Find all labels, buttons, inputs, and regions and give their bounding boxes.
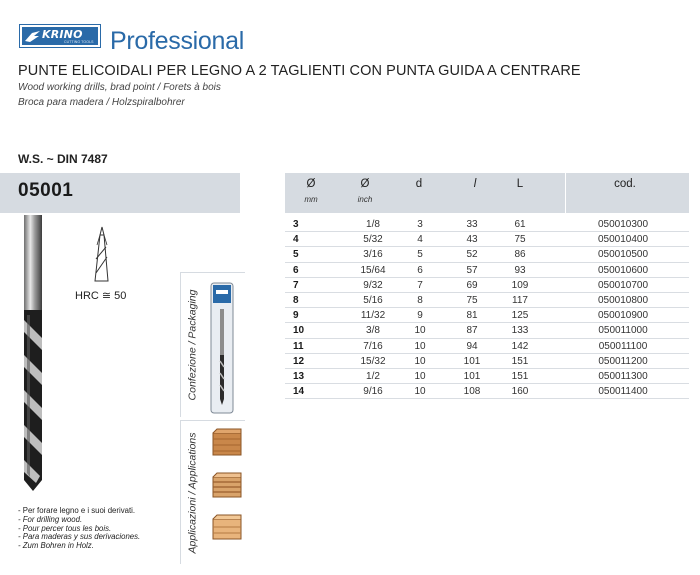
cell-l: 75 bbox=[466, 294, 478, 306]
cell-cod: 050010600 bbox=[597, 264, 649, 276]
cell-d: 3 bbox=[417, 219, 423, 230]
cell-l: 33 bbox=[466, 219, 478, 230]
logo-text: KRINO bbox=[42, 28, 83, 41]
table-row bbox=[285, 369, 689, 384]
cell-cod: 050010500 bbox=[597, 249, 649, 261]
cell-mm: 13 bbox=[293, 370, 305, 382]
plywood-icon bbox=[211, 469, 243, 501]
cell-cod: 050011400 bbox=[598, 386, 648, 398]
logo-subtext: CUTTING TOOLS bbox=[64, 40, 94, 44]
table-row bbox=[285, 247, 689, 262]
cell-cod: 050010800 bbox=[597, 294, 649, 306]
cell-inch: 7/16 bbox=[363, 340, 383, 352]
cell-l: 52 bbox=[466, 249, 478, 261]
cell-d: 7 bbox=[417, 279, 423, 291]
cell-d: 10 bbox=[414, 340, 426, 352]
note-line: - Para maderas y sus derivaciones. bbox=[18, 532, 141, 542]
table-row bbox=[285, 232, 689, 247]
page-subtitle-2: Broca para madera / Holzspiralbohrer bbox=[18, 97, 185, 108]
hrc-hardness-label: HRC ≅ 50 bbox=[75, 290, 127, 302]
packaging-label: Confezione / Packaging bbox=[186, 289, 198, 401]
krino-logo bbox=[19, 24, 101, 48]
cell-d: 8 bbox=[417, 294, 423, 306]
table-row bbox=[285, 308, 689, 323]
cell-inch: 5/16 bbox=[363, 294, 383, 306]
cell-mm: 10 bbox=[293, 325, 305, 337]
standard-label: W.S. ~ DIN 7487 bbox=[18, 152, 108, 166]
cell-inch: 11/32 bbox=[360, 310, 386, 322]
table-row bbox=[285, 278, 689, 293]
brad-point-detail bbox=[95, 227, 108, 281]
cell-L: 160 bbox=[511, 386, 529, 398]
cell-L: 151 bbox=[511, 370, 529, 382]
wood-block-icon bbox=[211, 427, 243, 459]
specs-table bbox=[285, 217, 689, 399]
drill-illustration bbox=[0, 215, 180, 495]
cell-inch: 5/32 bbox=[363, 234, 383, 246]
cell-L: 75 bbox=[514, 234, 526, 246]
cell-l: 81 bbox=[466, 310, 478, 322]
header-dia-mm: Ø bbox=[306, 178, 316, 190]
cell-L: 61 bbox=[514, 219, 526, 230]
cell-L: 109 bbox=[511, 279, 529, 291]
cell-inch: 3/8 bbox=[366, 325, 380, 337]
cell-cod: 050011100 bbox=[598, 340, 648, 352]
note-line: - Pour percer tous les bois. bbox=[18, 523, 112, 533]
table-row bbox=[285, 263, 689, 278]
cell-L: 125 bbox=[511, 310, 529, 322]
note-line: - For drilling wood. bbox=[18, 514, 83, 524]
header-L: L bbox=[516, 178, 524, 190]
cell-cod: 050010400 bbox=[597, 234, 649, 246]
cell-mm: 4 bbox=[293, 234, 299, 246]
cell-mm: 7 bbox=[293, 279, 299, 291]
cell-l: 108 bbox=[463, 386, 481, 398]
packaging-image bbox=[209, 281, 235, 415]
table-row bbox=[285, 384, 689, 399]
table-row bbox=[285, 217, 689, 232]
cell-mm: 6 bbox=[293, 264, 299, 276]
cell-inch: 15/32 bbox=[360, 355, 386, 367]
cell-cod: 050010900 bbox=[597, 310, 649, 322]
note-line: - Zum Bohren in Holz. bbox=[18, 541, 94, 551]
product-line-title: Professional bbox=[110, 27, 244, 55]
cell-L: 142 bbox=[511, 340, 529, 352]
cell-cod: 050010700 bbox=[597, 279, 649, 291]
cell-d: 6 bbox=[417, 264, 423, 276]
cell-d: 5 bbox=[417, 249, 423, 261]
cell-cod: 050010300 bbox=[597, 219, 649, 230]
note-line: - Per forare legno e i suoi derivati. bbox=[18, 506, 136, 515]
cell-mm: 5 bbox=[293, 249, 299, 261]
cell-l: 101 bbox=[463, 355, 481, 367]
header-cod: cod. bbox=[614, 178, 636, 190]
cell-inch: 3/16 bbox=[363, 249, 383, 261]
header-dia-inch: Ø bbox=[360, 178, 370, 190]
cell-inch: 1/8 bbox=[366, 219, 380, 230]
drill-flute-body bbox=[24, 310, 42, 491]
cell-mm: 11 bbox=[293, 340, 304, 352]
cell-cod: 050011000 bbox=[598, 325, 648, 337]
cell-d: 10 bbox=[414, 370, 426, 382]
page-subtitle-1: Wood working drills, brad point / Forets à bois bbox=[18, 82, 221, 93]
cell-mm: 14 bbox=[293, 386, 305, 398]
cell-l: 43 bbox=[466, 234, 478, 246]
table-row bbox=[285, 293, 689, 308]
cell-l: 101 bbox=[463, 370, 481, 382]
product-code: 05001 bbox=[18, 180, 74, 201]
cell-l: 94 bbox=[466, 340, 478, 352]
cell-d: 10 bbox=[414, 355, 426, 367]
cell-l: 57 bbox=[466, 264, 478, 276]
cell-d: 10 bbox=[414, 325, 426, 337]
cell-d: 10 bbox=[414, 386, 426, 398]
cell-cod: 050011200 bbox=[598, 355, 648, 367]
header-dia-mm-unit: mm bbox=[304, 195, 318, 204]
cell-l: 69 bbox=[466, 279, 478, 291]
cell-inch: 1/2 bbox=[366, 370, 380, 382]
cell-inch: 9/32 bbox=[363, 279, 383, 291]
cell-inch: 9/16 bbox=[363, 386, 383, 398]
table-row bbox=[285, 339, 689, 354]
cell-d: 4 bbox=[417, 234, 423, 246]
cell-L: 133 bbox=[511, 325, 529, 337]
cell-inch: 15/64 bbox=[360, 264, 386, 276]
cell-cod: 050011300 bbox=[598, 370, 648, 382]
table-row bbox=[285, 354, 689, 369]
usage-notes bbox=[18, 507, 140, 551]
cell-mm: 3 bbox=[293, 219, 299, 230]
cell-d: 9 bbox=[417, 310, 423, 322]
cell-mm: 12 bbox=[293, 355, 305, 367]
cell-mm: 8 bbox=[293, 294, 299, 306]
cell-l: 87 bbox=[466, 325, 478, 337]
krino-bird-icon bbox=[24, 30, 41, 44]
header-dia-inch-unit: inch bbox=[357, 195, 373, 204]
applications-label: Applicazioni / Applications bbox=[186, 431, 199, 554]
chipboard-icon bbox=[211, 511, 243, 543]
table-row bbox=[285, 323, 689, 338]
cell-L: 93 bbox=[514, 264, 526, 276]
cell-mm: 9 bbox=[293, 310, 299, 322]
cell-L: 86 bbox=[514, 249, 526, 261]
packaging-panel bbox=[180, 272, 245, 417]
applications-panel bbox=[180, 420, 245, 564]
cell-L: 117 bbox=[512, 294, 528, 306]
header-l: l bbox=[473, 178, 477, 190]
header-d: d bbox=[415, 178, 423, 190]
page-title: PUNTE ELICOIDALI PER LEGNO A 2 TAGLIENTI CON PUNTA GUIDA A CENTRARE bbox=[18, 63, 581, 79]
cell-L: 151 bbox=[511, 355, 529, 367]
